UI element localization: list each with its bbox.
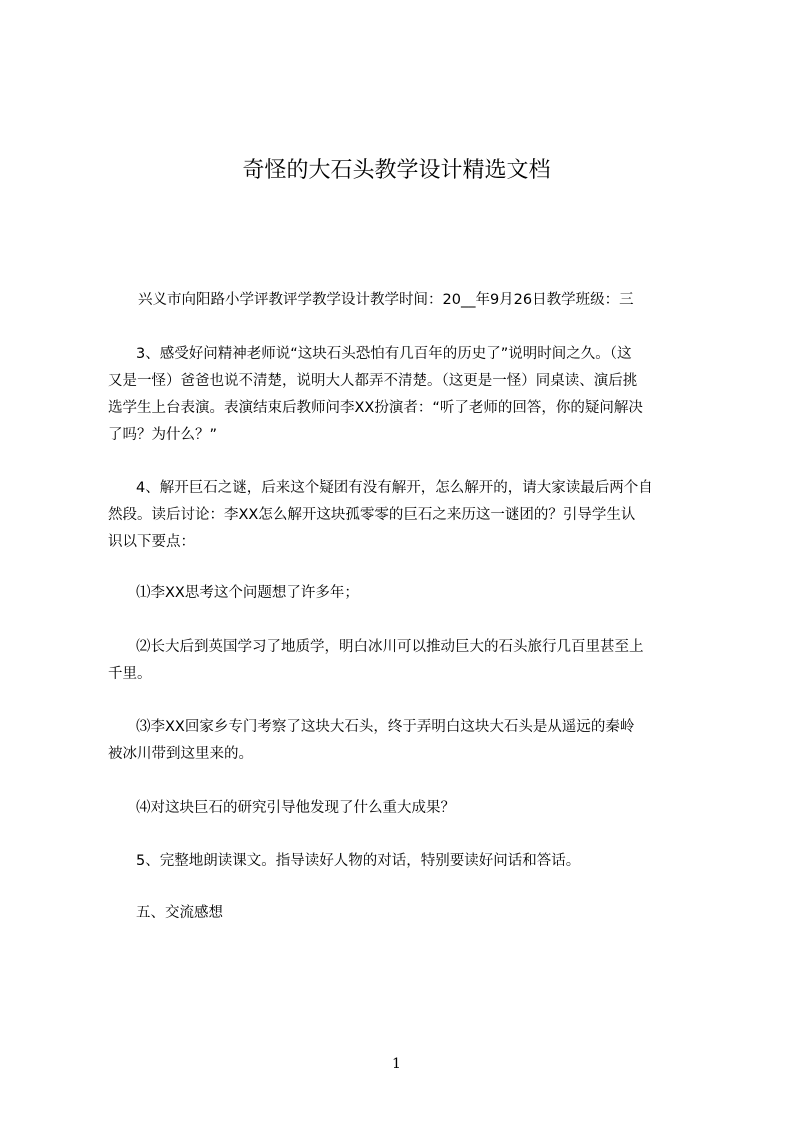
page-number: 1 xyxy=(392,1056,401,1072)
text-line: 千里。 xyxy=(108,666,152,682)
text-line: 选学生上台表演。表演结束后教师问李XX扮演者：“听了老师的回答，你的疑问解决 xyxy=(108,400,643,416)
paragraph-step-5 xyxy=(108,848,708,875)
text-line: ⑵长大后到英国学习了地质学，明白冰川可以推动巨大的石头旅行几百里甚至上 xyxy=(136,639,644,655)
paragraph-school-info xyxy=(138,287,738,314)
text-line: ⑷对这块巨石的研究引导他发现了什么重大成果？ xyxy=(136,800,455,816)
paragraph-point-3 xyxy=(108,714,708,768)
text-line: 3、感受好问精神老师说“这块石头恐怕有几百年的历史了”说明时间之久。（这 xyxy=(136,346,632,362)
paragraph-point-2 xyxy=(108,634,708,688)
text-line: ⑴李XX思考这个问题想了许多年； xyxy=(136,585,359,601)
paragraph-point-4 xyxy=(108,795,708,822)
text-line: 又是一怪）爸爸也说不清楚，说明大人都弄不清楚。（这更是一怪）同桌读、演后挑 xyxy=(108,373,638,389)
text-line: 了吗？为什么？” xyxy=(108,427,218,443)
paragraph-section-5 xyxy=(108,900,708,927)
text-line: 识以下要点： xyxy=(108,534,195,550)
paragraph-point-1 xyxy=(108,580,708,607)
paragraph-step-3 xyxy=(108,341,708,449)
text-line: 被冰川带到这里来的。 xyxy=(108,746,253,762)
text-line: 兴义市向阳路小学评教评学教学设计教学时间：20__年9月26日教学班级：三 xyxy=(138,292,634,308)
text-line: 5、完整地朗读课文。指导读好人物的对话，特别要读好问话和答话。 xyxy=(136,853,581,869)
text-line: ⑶李XX回家乡专门考察了这块大石头，终于弄明白这块大石头是从遥远的秦岭 xyxy=(136,719,635,735)
text-line: 然段。读后讨论：李XX怎么解开这块孤零零的巨石之来历这一谜团的？引导学生认 xyxy=(108,507,636,523)
text-line: 4、解开巨石之谜，后来这个疑团有没有解开，怎么解开的，请大家读最后两个自 xyxy=(136,480,653,496)
document-title: 奇怪的大石头教学设计精选文档 xyxy=(242,157,551,183)
section-heading: 五、交流感想 xyxy=(136,905,223,921)
paragraph-step-4 xyxy=(108,475,708,556)
